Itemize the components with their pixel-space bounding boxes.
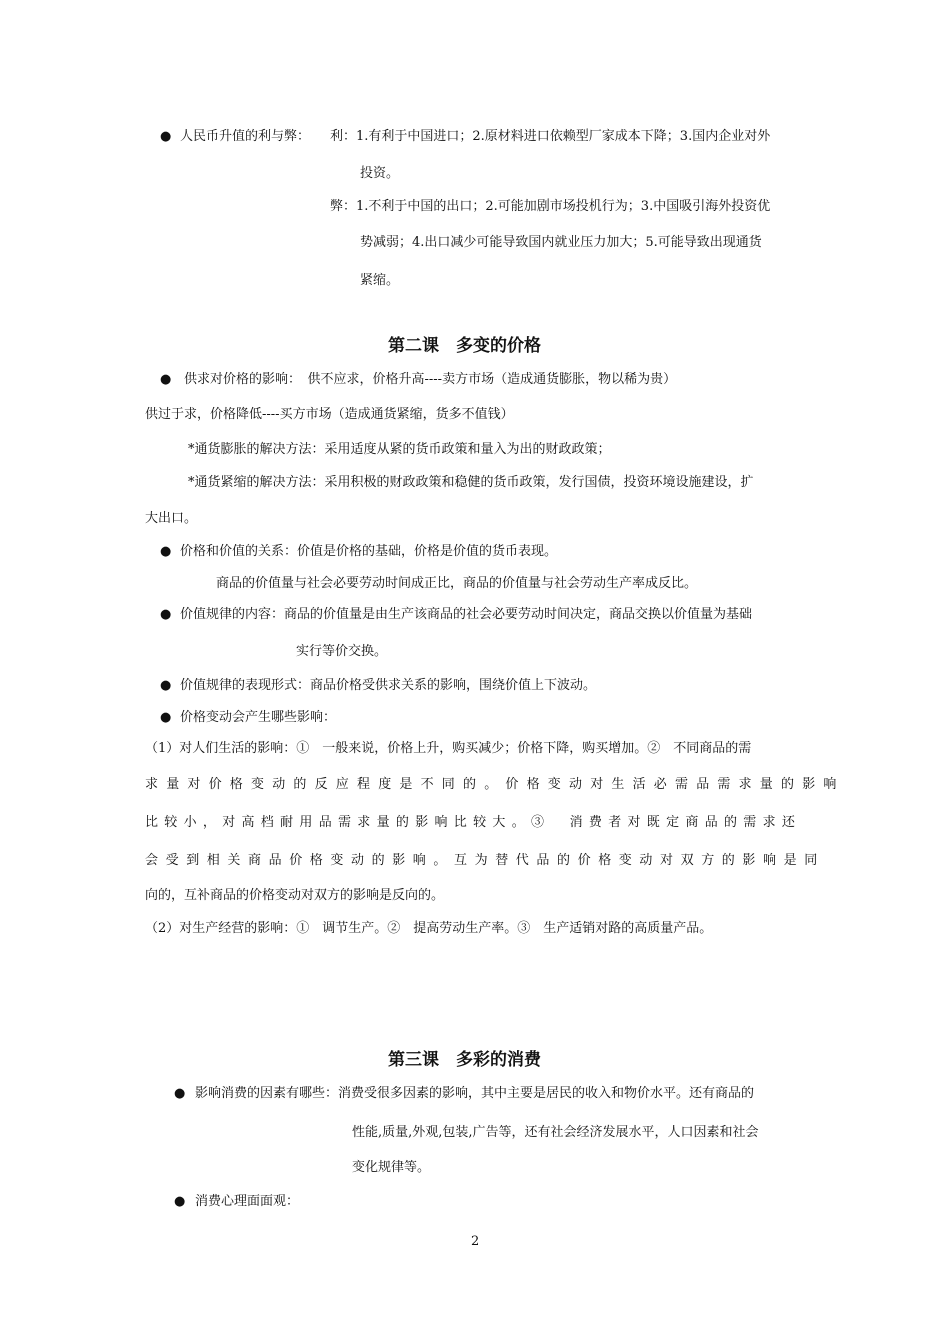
consumption-factors-line1: 影响消费的因素有哪些：消费受很多因素的影响，其中主要是居民的收入和物价水平。还有商品的 bbox=[195, 1086, 755, 1101]
bullet-icon: ● bbox=[160, 372, 172, 387]
consumption-factors-line3: 变化规律等。 bbox=[352, 1160, 431, 1175]
consumer-psychology-heading: 消费心理面面观： bbox=[195, 1194, 300, 1209]
effects-life-line3: 比较小，对高档耐用品需求量的影响比较大。③ 消费者对既定商品的需求还 bbox=[145, 815, 802, 830]
value-law-form: 价值规律的表现形式：商品价格受供求关系的影响，围绕价值上下波动。 bbox=[180, 678, 597, 693]
bullet-icon: ● bbox=[160, 678, 172, 693]
effects-life-line1: （1）对人们生活的影响：① 一般来说，价格上升，购买减少；价格下降，购买增加。② 不同商品的需 bbox=[145, 741, 752, 756]
bullet-icon: ● bbox=[160, 607, 172, 622]
bullet-icon: ● bbox=[160, 544, 172, 559]
rmb-label: 人民币升值的利与弊： bbox=[180, 129, 311, 144]
rmb-pros-line2: 投资。 bbox=[360, 166, 400, 181]
effects-life-line5: 向的，互补商品的价格变动对双方的影响是反向的。 bbox=[145, 888, 445, 903]
deflation-fix-line1: *通货紧缩的解决方法：采用积极的财政政策和稳健的货币政策，发行国债，投资环境设施建设，扩 bbox=[188, 475, 754, 490]
effects-life-line4: 会受到相关商品价格变动的影响。互为替代品的价格变动对双方的影响是同 bbox=[145, 853, 825, 868]
effects-life-line2: 求量对价格变动的反应程度是不同的。价格变动对生活必需品需求量的影响 bbox=[145, 777, 845, 792]
value-law-content-line2: 实行等价交换。 bbox=[296, 644, 388, 659]
page-number: 2 bbox=[471, 1234, 480, 1249]
supply-demand-line2: 供过于求，价格降低----买方市场（造成通货紧缩，货多不值钱） bbox=[145, 407, 514, 422]
bullet-icon: ● bbox=[174, 1086, 186, 1101]
bullet-icon: ● bbox=[160, 710, 172, 725]
price-value-line1: 价格和价值的关系：价值是价格的基础，价格是价值的货币表现。 bbox=[180, 544, 558, 559]
consumption-factors-line2: 性能,质量,外观,包装,广告等，还有社会经济发展水平，人口因素和社会 bbox=[352, 1125, 759, 1140]
lesson3-title: 第三课 多彩的消费 bbox=[388, 1050, 541, 1070]
price-value-line2: 商品的价值量与社会必要劳动时间成正比，商品的价值量与社会劳动生产率成反比。 bbox=[216, 576, 698, 591]
inflation-fix: *通货膨胀的解决方法：采用适度从紧的货币政策和量入为出的财政政策； bbox=[188, 442, 611, 457]
bullet-icon: ● bbox=[160, 129, 172, 144]
lesson2-title: 第二课 多变的价格 bbox=[388, 336, 541, 356]
rmb-cons-line3: 紧缩。 bbox=[360, 273, 400, 288]
rmb-cons-line1: 弊：1.不利于中国的出口；2.可能加剧市场投机行为；3.中国吸引海外投资优 bbox=[330, 199, 771, 214]
deflation-fix-line2: 大出口。 bbox=[145, 511, 198, 526]
value-law-content-line1: 价值规律的内容：商品的价值量是由生产该商品的社会必要劳动时间决定，商品交换以价值量为基础 bbox=[180, 607, 753, 622]
price-effects-heading: 价格变动会产生哪些影响： bbox=[180, 710, 337, 725]
bullet-icon: ● bbox=[174, 1194, 186, 1209]
rmb-pros-line1: 利：1.有利于中国进口；2.原材料进口依赖型厂家成本下降；3.国内企业对外 bbox=[330, 129, 771, 144]
supply-demand-line1: 供求对价格的影响： 供不应求，价格升高----卖方市场（造成通货膨胀，物以稀为贵） bbox=[184, 372, 677, 387]
rmb-cons-line2: 势减弱；4.出口减少可能导致国内就业压力加大；5.可能导致出现通货 bbox=[360, 235, 762, 250]
effects-production: （2）对生产经营的影响：① 调节生产。② 提高劳动生产率。③ 生产适销对路的高质量产品。 bbox=[145, 921, 713, 936]
